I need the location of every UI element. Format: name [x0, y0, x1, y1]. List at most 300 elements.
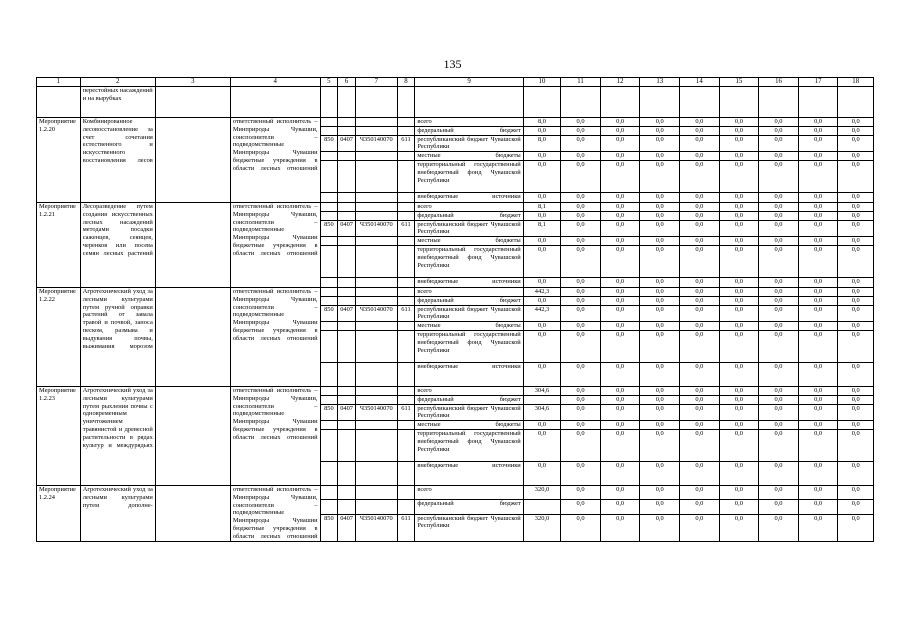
event-label: Мероприятие 1.2.20: [37, 118, 81, 203]
empty-cell: [397, 362, 415, 386]
empty-cell: [355, 461, 397, 485]
value-cell: 0,0: [798, 404, 838, 421]
empty-cell: [320, 287, 338, 296]
funding-source: территориальный государственный внебюджетный фонд Чувашской Республики: [415, 160, 523, 192]
empty-cell: [759, 87, 799, 118]
value-cell: 0,0: [561, 202, 601, 211]
value-cell: 0,0: [640, 152, 680, 161]
value-cell: 0,0: [798, 330, 838, 362]
empty-cell: [338, 395, 356, 404]
value-cell: 0,0: [600, 514, 640, 541]
value-cell: 0,0: [798, 237, 838, 246]
value-cell: 0,0: [561, 421, 601, 430]
code-grbs: 850: [320, 305, 338, 322]
empty-cell: [338, 211, 356, 220]
funding-source: федеральный бюджет: [415, 500, 523, 514]
value-cell: 0,0: [600, 421, 640, 430]
empty-cell: [397, 237, 415, 246]
funding-source: республиканский бюджет Чувашской Республики: [415, 220, 523, 237]
empty-cell: [155, 287, 230, 386]
column-number-18: 18: [838, 78, 874, 87]
empty-cell: [397, 500, 415, 514]
value-cell: 8,1: [523, 220, 561, 237]
value-cell: 0,0: [798, 322, 838, 331]
value-cell: 0,0: [561, 287, 601, 296]
event-label: Мероприятие 1.2.23: [37, 386, 81, 485]
value-cell: 0,0: [680, 202, 720, 211]
value-cell: 0,0: [561, 135, 601, 152]
empty-cell: [338, 152, 356, 161]
value-cell: 0,0: [759, 192, 799, 202]
value-cell: 0,0: [719, 135, 759, 152]
value-cell: 0,0: [640, 330, 680, 362]
value-cell: 0,0: [838, 118, 874, 127]
value-cell: [523, 500, 561, 514]
funding-source: федеральный бюджет: [415, 296, 523, 305]
empty-cell: [355, 287, 397, 296]
event-label: Мероприятие 1.2.22: [37, 287, 81, 386]
column-number-17: 17: [798, 78, 838, 87]
value-cell: 0,0: [838, 485, 874, 499]
value-cell: 0,0: [798, 296, 838, 305]
column-number-16: 16: [759, 78, 799, 87]
value-cell: 8,0: [523, 135, 561, 152]
responsible-executor: ответственный исполнитель – Минприроды Чувашии, соисполнители – подведомственные Минприроды Чувашии бюджетные учреждения в области лесных отношений: [230, 287, 320, 386]
empty-cell: [640, 87, 680, 118]
value-cell: 0,0: [838, 296, 874, 305]
value-cell: 0,0: [600, 461, 640, 485]
empty-cell: [338, 245, 356, 277]
value-cell: 320,0: [523, 514, 561, 541]
value-cell: 0,0: [838, 500, 874, 514]
column-number-2: 2: [80, 78, 155, 87]
value-cell: 0,0: [719, 211, 759, 220]
value-cell: 0,0: [680, 461, 720, 485]
code-rzpr: 0407: [338, 135, 356, 152]
value-cell: 0,0: [600, 322, 640, 331]
funding-source: всего: [415, 485, 523, 499]
value-cell: 0,0: [719, 514, 759, 541]
empty-cell: [320, 296, 338, 305]
value-cell: 0,0: [640, 277, 680, 287]
empty-cell: [397, 211, 415, 220]
value-cell: 320,0: [523, 485, 561, 499]
empty-cell: [600, 87, 640, 118]
empty-cell: [320, 500, 338, 514]
value-cell: 0,0: [600, 485, 640, 499]
column-number-3: 3: [155, 78, 230, 87]
value-cell: 0,0: [798, 287, 838, 296]
empty-cell: [355, 152, 397, 161]
value-cell: 0,0: [719, 202, 759, 211]
empty-cell: [397, 296, 415, 305]
column-number-8: 8: [397, 78, 415, 87]
value-cell: 0,0: [523, 429, 561, 461]
value-cell: 0,0: [640, 211, 680, 220]
code-vr: 611: [397, 135, 415, 152]
empty-cell: [355, 362, 397, 386]
value-cell: 442,3: [523, 305, 561, 322]
empty-cell: [338, 237, 356, 246]
value-cell: 0,0: [640, 126, 680, 135]
value-cell: 0,0: [680, 395, 720, 404]
value-cell: 0,0: [561, 160, 601, 192]
value-cell: 0,0: [798, 160, 838, 192]
value-cell: 0,0: [719, 429, 759, 461]
code-csr: Ч350140070: [355, 220, 397, 237]
value-cell: 0,0: [838, 220, 874, 237]
empty-cell: [320, 461, 338, 485]
empty-cell: [338, 485, 356, 499]
column-number-14: 14: [680, 78, 720, 87]
empty-cell: [355, 118, 397, 127]
value-cell: 0,0: [680, 429, 720, 461]
funding-source: территориальный государственный внебюджетный фонд Чувашской Республики: [415, 330, 523, 362]
funding-source: федеральный бюджет: [415, 126, 523, 135]
value-cell: 0,0: [680, 245, 720, 277]
value-cell: 0,0: [838, 192, 874, 202]
value-cell: 0,0: [759, 152, 799, 161]
value-cell: 0,0: [561, 220, 601, 237]
value-cell: 0,0: [523, 421, 561, 430]
value-cell: 0,0: [719, 160, 759, 192]
value-cell: 0,0: [600, 220, 640, 237]
value-cell: 0,0: [561, 485, 601, 499]
value-cell: 0,0: [680, 500, 720, 514]
empty-cell: [397, 386, 415, 395]
value-cell: 0,0: [523, 362, 561, 386]
empty-cell: [355, 87, 397, 118]
value-cell: 0,0: [798, 429, 838, 461]
column-number-13: 13: [640, 78, 680, 87]
value-cell: 0,0: [759, 421, 799, 430]
value-cell: 0,0: [600, 362, 640, 386]
value-cell: 0,0: [640, 135, 680, 152]
empty-cell: [397, 461, 415, 485]
value-cell: 0,0: [640, 500, 680, 514]
value-cell: 0,0: [680, 220, 720, 237]
value-cell: 0,0: [680, 421, 720, 430]
table-row: [37, 485, 874, 499]
empty-cell: [230, 87, 320, 118]
value-cell: 0,0: [680, 305, 720, 322]
value-cell: 0,0: [640, 296, 680, 305]
value-cell: 0,0: [759, 500, 799, 514]
value-cell: 0,0: [759, 395, 799, 404]
value-cell: 0,0: [523, 461, 561, 485]
empty-cell: [338, 322, 356, 331]
value-cell: 0,0: [798, 395, 838, 404]
header-row: [37, 78, 874, 87]
event-name: Агротехнический уход за лесными культурами путем ручной оправки растений от завала травой и почвой, заноса песком, размыва и выдувания почвы, выжимания морозом: [80, 287, 155, 386]
value-cell: 0,0: [719, 287, 759, 296]
value-cell: 0,0: [680, 237, 720, 246]
value-cell: 0,0: [680, 514, 720, 541]
value-cell: 0,0: [600, 160, 640, 192]
value-cell: 0,0: [680, 126, 720, 135]
event-name: Агротехнический уход за лесными культурами путем рыхления почвы с одновременным уничтожением травянистой и древесной растительности в рядах культур и междурядьях: [80, 386, 155, 485]
value-cell: 0,0: [838, 514, 874, 541]
value-cell: 442,3: [523, 287, 561, 296]
empty-cell: [155, 485, 230, 541]
empty-cell: [338, 330, 356, 362]
responsible-executor: ответственный исполнитель – Минприроды Чувашии, соисполнители – подведомственные Минприроды Чувашии бюджетные учреждения в области лесных отношений: [230, 202, 320, 287]
value-cell: 0,0: [561, 192, 601, 202]
value-cell: 304,6: [523, 386, 561, 395]
empty-cell: [355, 322, 397, 331]
value-cell: 0,0: [838, 211, 874, 220]
value-cell: 0,0: [680, 277, 720, 287]
value-cell: 0,0: [523, 237, 561, 246]
empty-cell: [355, 296, 397, 305]
empty-cell: [338, 362, 356, 386]
value-cell: 0,0: [798, 118, 838, 127]
funding-source: территориальный государственный внебюджетный фонд Чувашской Республики: [415, 429, 523, 461]
value-cell: 0,0: [561, 429, 601, 461]
budget-table: [36, 77, 874, 542]
value-cell: 0,0: [600, 305, 640, 322]
value-cell: 0,0: [523, 296, 561, 305]
value-cell: 0,0: [680, 485, 720, 499]
value-cell: 0,0: [798, 202, 838, 211]
table-row: [37, 386, 874, 395]
column-number-15: 15: [719, 78, 759, 87]
value-cell: 0,0: [838, 421, 874, 430]
value-cell: 0,0: [561, 296, 601, 305]
empty-cell: [397, 395, 415, 404]
value-cell: 0,0: [640, 485, 680, 499]
responsible-executor: ответственный исполнитель – Минприроды Чувашии, соисполнители – подведомственные Минприроды Чувашии бюджетные учреждения в области лесных отношений: [230, 386, 320, 485]
empty-cell: [523, 87, 561, 118]
value-cell: 0,0: [561, 118, 601, 127]
value-cell: 0,0: [798, 514, 838, 541]
empty-cell: [397, 277, 415, 287]
value-cell: 0,0: [640, 202, 680, 211]
funding-source: республиканский бюджет Чувашской Республики: [415, 305, 523, 322]
empty-cell: [838, 87, 874, 118]
funding-source: федеральный бюджет: [415, 395, 523, 404]
empty-cell: [397, 287, 415, 296]
empty-cell: [320, 152, 338, 161]
value-cell: 0,0: [719, 461, 759, 485]
table-row: [37, 287, 874, 296]
empty-cell: [355, 395, 397, 404]
empty-cell: [320, 421, 338, 430]
empty-cell: [338, 429, 356, 461]
table-row: [37, 87, 874, 118]
value-cell: 0,0: [759, 287, 799, 296]
value-cell: 0,0: [561, 500, 601, 514]
empty-cell: [355, 211, 397, 220]
column-number-4: 4: [230, 78, 320, 87]
value-cell: 0,0: [798, 220, 838, 237]
value-cell: 0,0: [680, 322, 720, 331]
value-cell: 8,0: [523, 118, 561, 127]
responsible-executor: ответственный исполнитель – Минприроды Чувашии, соисполнители – подведомственные Минприроды Чувашии бюджетные учреждения в области лесных отношений: [230, 118, 320, 203]
value-cell: 0,0: [798, 152, 838, 161]
value-cell: 0,0: [680, 135, 720, 152]
value-cell: 0,0: [719, 118, 759, 127]
code-vr: 611: [397, 220, 415, 237]
empty-cell: [320, 429, 338, 461]
value-cell: 0,0: [719, 277, 759, 287]
value-cell: 0,0: [523, 152, 561, 161]
value-cell: 0,0: [759, 404, 799, 421]
value-cell: 0,0: [600, 245, 640, 277]
empty-cell: [355, 421, 397, 430]
column-number-1: 1: [37, 78, 81, 87]
empty-cell: [320, 386, 338, 395]
value-cell: 0,0: [680, 152, 720, 161]
value-cell: 0,0: [759, 330, 799, 362]
empty-cell: [355, 192, 397, 202]
event-label: Мероприятие 1.2.21: [37, 202, 81, 287]
empty-cell: [355, 429, 397, 461]
code-csr: Ч350140070: [355, 404, 397, 421]
empty-cell: [320, 330, 338, 362]
code-grbs: 850: [320, 220, 338, 237]
empty-cell: [355, 202, 397, 211]
empty-cell: [719, 87, 759, 118]
funding-source: местные бюджеты: [415, 152, 523, 161]
page-number: 135: [443, 57, 462, 71]
funding-source: местные бюджеты: [415, 421, 523, 430]
value-cell: 0,0: [640, 386, 680, 395]
value-cell: 0,0: [719, 485, 759, 499]
empty-cell: [155, 87, 230, 118]
value-cell: 0,0: [600, 330, 640, 362]
value-cell: 0,0: [640, 514, 680, 541]
code-vr: 611: [397, 514, 415, 541]
value-cell: 0,0: [838, 395, 874, 404]
value-cell: 0,0: [600, 152, 640, 161]
value-cell: 0,0: [640, 305, 680, 322]
value-cell: 0,0: [759, 220, 799, 237]
value-cell: 0,0: [561, 277, 601, 287]
value-cell: 0,0: [719, 330, 759, 362]
value-cell: 0,0: [680, 160, 720, 192]
value-cell: 0,0: [838, 386, 874, 395]
code-rzpr: 0407: [338, 404, 356, 421]
empty-cell: [338, 87, 356, 118]
value-cell: 0,0: [600, 237, 640, 246]
value-cell: 0,0: [719, 245, 759, 277]
value-cell: 0,0: [680, 287, 720, 296]
value-cell: 0,0: [759, 126, 799, 135]
event-name: Комбинированное лесовосстановление за счет сочетания естественного и искусственного восстановления лесов: [80, 118, 155, 203]
column-number-5: 5: [320, 78, 338, 87]
empty-cell: [320, 118, 338, 127]
column-number-6: 6: [338, 78, 356, 87]
value-cell: 0,0: [838, 237, 874, 246]
value-cell: 0,0: [680, 118, 720, 127]
empty-cell: [415, 87, 523, 118]
responsible-executor: ответственный исполнитель – Минприроды Чувашии, соисполнители – подведомственные Минприроды Чувашии бюджетные учреждения в области лесных отношений: [230, 485, 320, 541]
funding-source: территориальный государственный внебюджетный фонд Чувашской Республики: [415, 245, 523, 277]
funding-source: федеральный бюджет: [415, 211, 523, 220]
value-cell: 0,0: [640, 160, 680, 192]
value-cell: 0,0: [719, 395, 759, 404]
empty-cell: [798, 87, 838, 118]
empty-cell: [338, 421, 356, 430]
empty-cell: [155, 202, 230, 287]
funding-source: внебюджетные источники: [415, 362, 523, 386]
value-cell: 0,0: [680, 330, 720, 362]
funding-source: внебюджетные источники: [415, 192, 523, 202]
empty-cell: [320, 395, 338, 404]
table-row: [37, 118, 874, 127]
funding-source: всего: [415, 202, 523, 211]
empty-cell: [397, 192, 415, 202]
empty-cell: [355, 160, 397, 192]
value-cell: 0,0: [561, 126, 601, 135]
empty-cell: [397, 330, 415, 362]
code-grbs: 850: [320, 135, 338, 152]
empty-cell: [397, 152, 415, 161]
value-cell: 0,0: [838, 202, 874, 211]
event-label: Мероприятие 1.2.24: [37, 485, 81, 541]
value-cell: 0,0: [838, 322, 874, 331]
empty-cell: [338, 287, 356, 296]
value-cell: 0,0: [719, 126, 759, 135]
value-cell: 0,0: [719, 305, 759, 322]
value-cell: 0,0: [798, 500, 838, 514]
value-cell: 0,0: [838, 362, 874, 386]
empty-cell: [355, 245, 397, 277]
empty-cell: [355, 237, 397, 246]
funding-source: местные бюджеты: [415, 322, 523, 331]
value-cell: 0,0: [719, 404, 759, 421]
value-cell: 0,0: [759, 514, 799, 541]
value-cell: 0,0: [680, 211, 720, 220]
value-cell: 0,0: [561, 386, 601, 395]
value-cell: 0,0: [640, 395, 680, 404]
column-number-7: 7: [355, 78, 397, 87]
value-cell: 0,0: [680, 386, 720, 395]
value-cell: 0,0: [838, 126, 874, 135]
empty-cell: [320, 202, 338, 211]
value-cell: 0,0: [523, 277, 561, 287]
value-cell: 0,0: [759, 461, 799, 485]
empty-cell: [397, 485, 415, 499]
empty-cell: [320, 160, 338, 192]
empty-cell: [397, 429, 415, 461]
event-name: Лесоразведение путем создания искусственных лесных насаждений методами посадки саженцев, сеянцев, черенков или посева семян лесных растений: [80, 202, 155, 287]
empty-cell: [320, 277, 338, 287]
value-cell: 0,0: [719, 220, 759, 237]
value-cell: 0,0: [523, 245, 561, 277]
empty-cell: [320, 126, 338, 135]
empty-cell: [680, 87, 720, 118]
value-cell: 0,0: [719, 421, 759, 430]
value-cell: 0,0: [640, 237, 680, 246]
value-cell: 0,0: [561, 395, 601, 404]
value-cell: 0,0: [798, 277, 838, 287]
value-cell: 0,0: [523, 211, 561, 220]
value-cell: 8,1: [523, 202, 561, 211]
value-cell: 0,0: [561, 305, 601, 322]
value-cell: 0,0: [561, 211, 601, 220]
value-cell: 0,0: [838, 330, 874, 362]
empty-cell: [338, 202, 356, 211]
value-cell: 0,0: [759, 277, 799, 287]
value-cell: 0,0: [759, 386, 799, 395]
value-cell: 0,0: [640, 429, 680, 461]
empty-cell: [338, 386, 356, 395]
empty-cell: [397, 245, 415, 277]
value-cell: 0,0: [798, 386, 838, 395]
column-number-10: 10: [523, 78, 561, 87]
